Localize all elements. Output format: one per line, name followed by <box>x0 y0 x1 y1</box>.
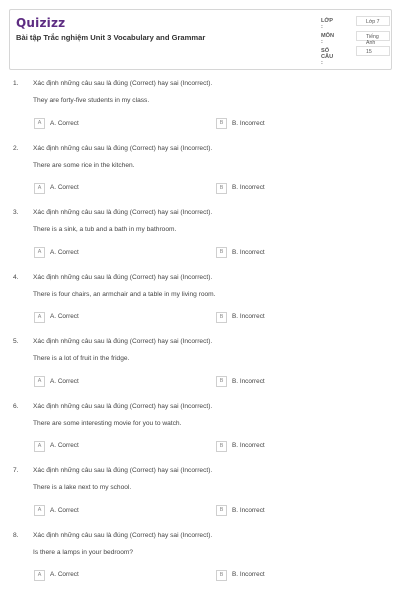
quizizz-logo: Quizizz <box>16 16 66 30</box>
question-sentence: There is four chairs, an armchair and a table in my living room. <box>33 290 216 298</box>
question-item <box>0 338 400 398</box>
option-a-box[interactable]: A <box>34 312 45 323</box>
option-b-box[interactable]: B <box>216 247 227 258</box>
question-number: 7. <box>13 467 19 474</box>
option-a-box[interactable]: A <box>34 118 45 129</box>
option-a-label: A. Correct <box>50 248 79 256</box>
option-b-label: B. Incorrect <box>232 442 265 449</box>
question-sentence: There is a lake next to my school. <box>33 484 132 491</box>
question-prompt: Xác định những câu sau là đúng (Correct) hay sai (Incorrect). <box>33 80 213 87</box>
question-item <box>0 532 400 592</box>
option-a-label: A. Correct <box>50 377 79 385</box>
option-b-box[interactable]: B <box>216 312 227 323</box>
meta-subject-value: Tiếng Anh <box>356 31 390 41</box>
option-b-label: B. Incorrect <box>232 377 265 385</box>
question-number: 6. <box>13 402 19 410</box>
question-sentence: They are forty-five students in my class. <box>33 97 150 104</box>
question-item <box>0 403 400 463</box>
option-b-label: B. Incorrect <box>232 119 265 127</box>
question-prompt: Xác định những câu sau là đúng (Correct) hay sai (Incorrect). <box>33 273 213 281</box>
option-a-label: A. Correct <box>50 119 79 127</box>
question-sentence: There is a sink, a tub and a bath in my bathroom. <box>33 226 177 233</box>
question-number: 1. <box>13 80 19 87</box>
question-sentence: There are some rice in the kitchen. <box>33 161 135 169</box>
option-b-box[interactable]: B <box>216 118 227 129</box>
question-prompt: Xác định những câu sau là đúng (Correct) hay sai (Incorrect). <box>33 531 213 539</box>
option-b-box[interactable]: B <box>216 441 227 452</box>
option-a-label: A. Correct <box>50 313 79 320</box>
question-item <box>0 467 400 527</box>
question-number: 4. <box>13 273 19 281</box>
question-prompt: Xác định những câu sau là đúng (Correct) hay sai (Incorrect). <box>33 467 213 474</box>
question-number: 2. <box>13 144 19 152</box>
option-b-box[interactable]: B <box>216 183 227 194</box>
option-a-label: A. Correct <box>50 571 79 578</box>
option-a-box[interactable]: A <box>34 505 45 516</box>
option-b-label: B. Incorrect <box>232 248 265 256</box>
meta-count-value: 15 <box>356 46 390 56</box>
worksheet-header <box>9 9 392 70</box>
question-number: 5. <box>13 338 19 345</box>
question-item <box>0 145 400 205</box>
question-item <box>0 80 400 140</box>
question-item <box>0 209 400 269</box>
option-a-box[interactable]: A <box>34 570 45 581</box>
question-sentence: There is a lot of fruit in the fridge. <box>33 355 130 362</box>
option-b-box[interactable]: B <box>216 376 227 387</box>
question-number: 8. <box>13 531 19 539</box>
option-b-label: B. Incorrect <box>232 313 265 320</box>
option-a-box[interactable]: A <box>34 376 45 387</box>
worksheet-title: Bài tập Trắc nghiệm Unit 3 Vocabulary and Grammar <box>16 33 206 42</box>
option-b-label: B. Incorrect <box>232 506 265 514</box>
meta-class-value: Lớp 7 <box>356 16 390 26</box>
question-item <box>0 274 400 334</box>
meta-subject-label: MÔN : <box>321 33 335 45</box>
meta-class-label: LỚP : <box>321 18 333 30</box>
option-a-box[interactable]: A <box>34 247 45 258</box>
option-b-label: B. Incorrect <box>232 571 265 578</box>
option-b-box[interactable]: B <box>216 505 227 516</box>
option-a-box[interactable]: A <box>34 183 45 194</box>
question-sentence: There are some interesting movie for you to watch. <box>33 419 182 427</box>
question-number: 3. <box>13 209 19 216</box>
option-a-box[interactable]: A <box>34 441 45 452</box>
question-sentence: Is there a lamps in your bedroom? <box>33 548 134 556</box>
question-prompt: Xác định những câu sau là đúng (Correct) hay sai (Incorrect). <box>33 144 213 152</box>
meta-count-label: SỐ CÂU : <box>321 48 334 66</box>
question-prompt: Xác định những câu sau là đúng (Correct) hay sai (Incorrect). <box>33 338 213 345</box>
option-a-label: A. Correct <box>50 506 79 514</box>
option-a-label: A. Correct <box>50 442 79 449</box>
option-a-label: A. Correct <box>50 184 79 191</box>
option-b-box[interactable]: B <box>216 570 227 581</box>
option-b-label: B. Incorrect <box>232 184 265 191</box>
question-prompt: Xác định những câu sau là đúng (Correct) hay sai (Incorrect). <box>33 402 213 410</box>
question-prompt: Xác định những câu sau là đúng (Correct) hay sai (Incorrect). <box>33 209 213 216</box>
